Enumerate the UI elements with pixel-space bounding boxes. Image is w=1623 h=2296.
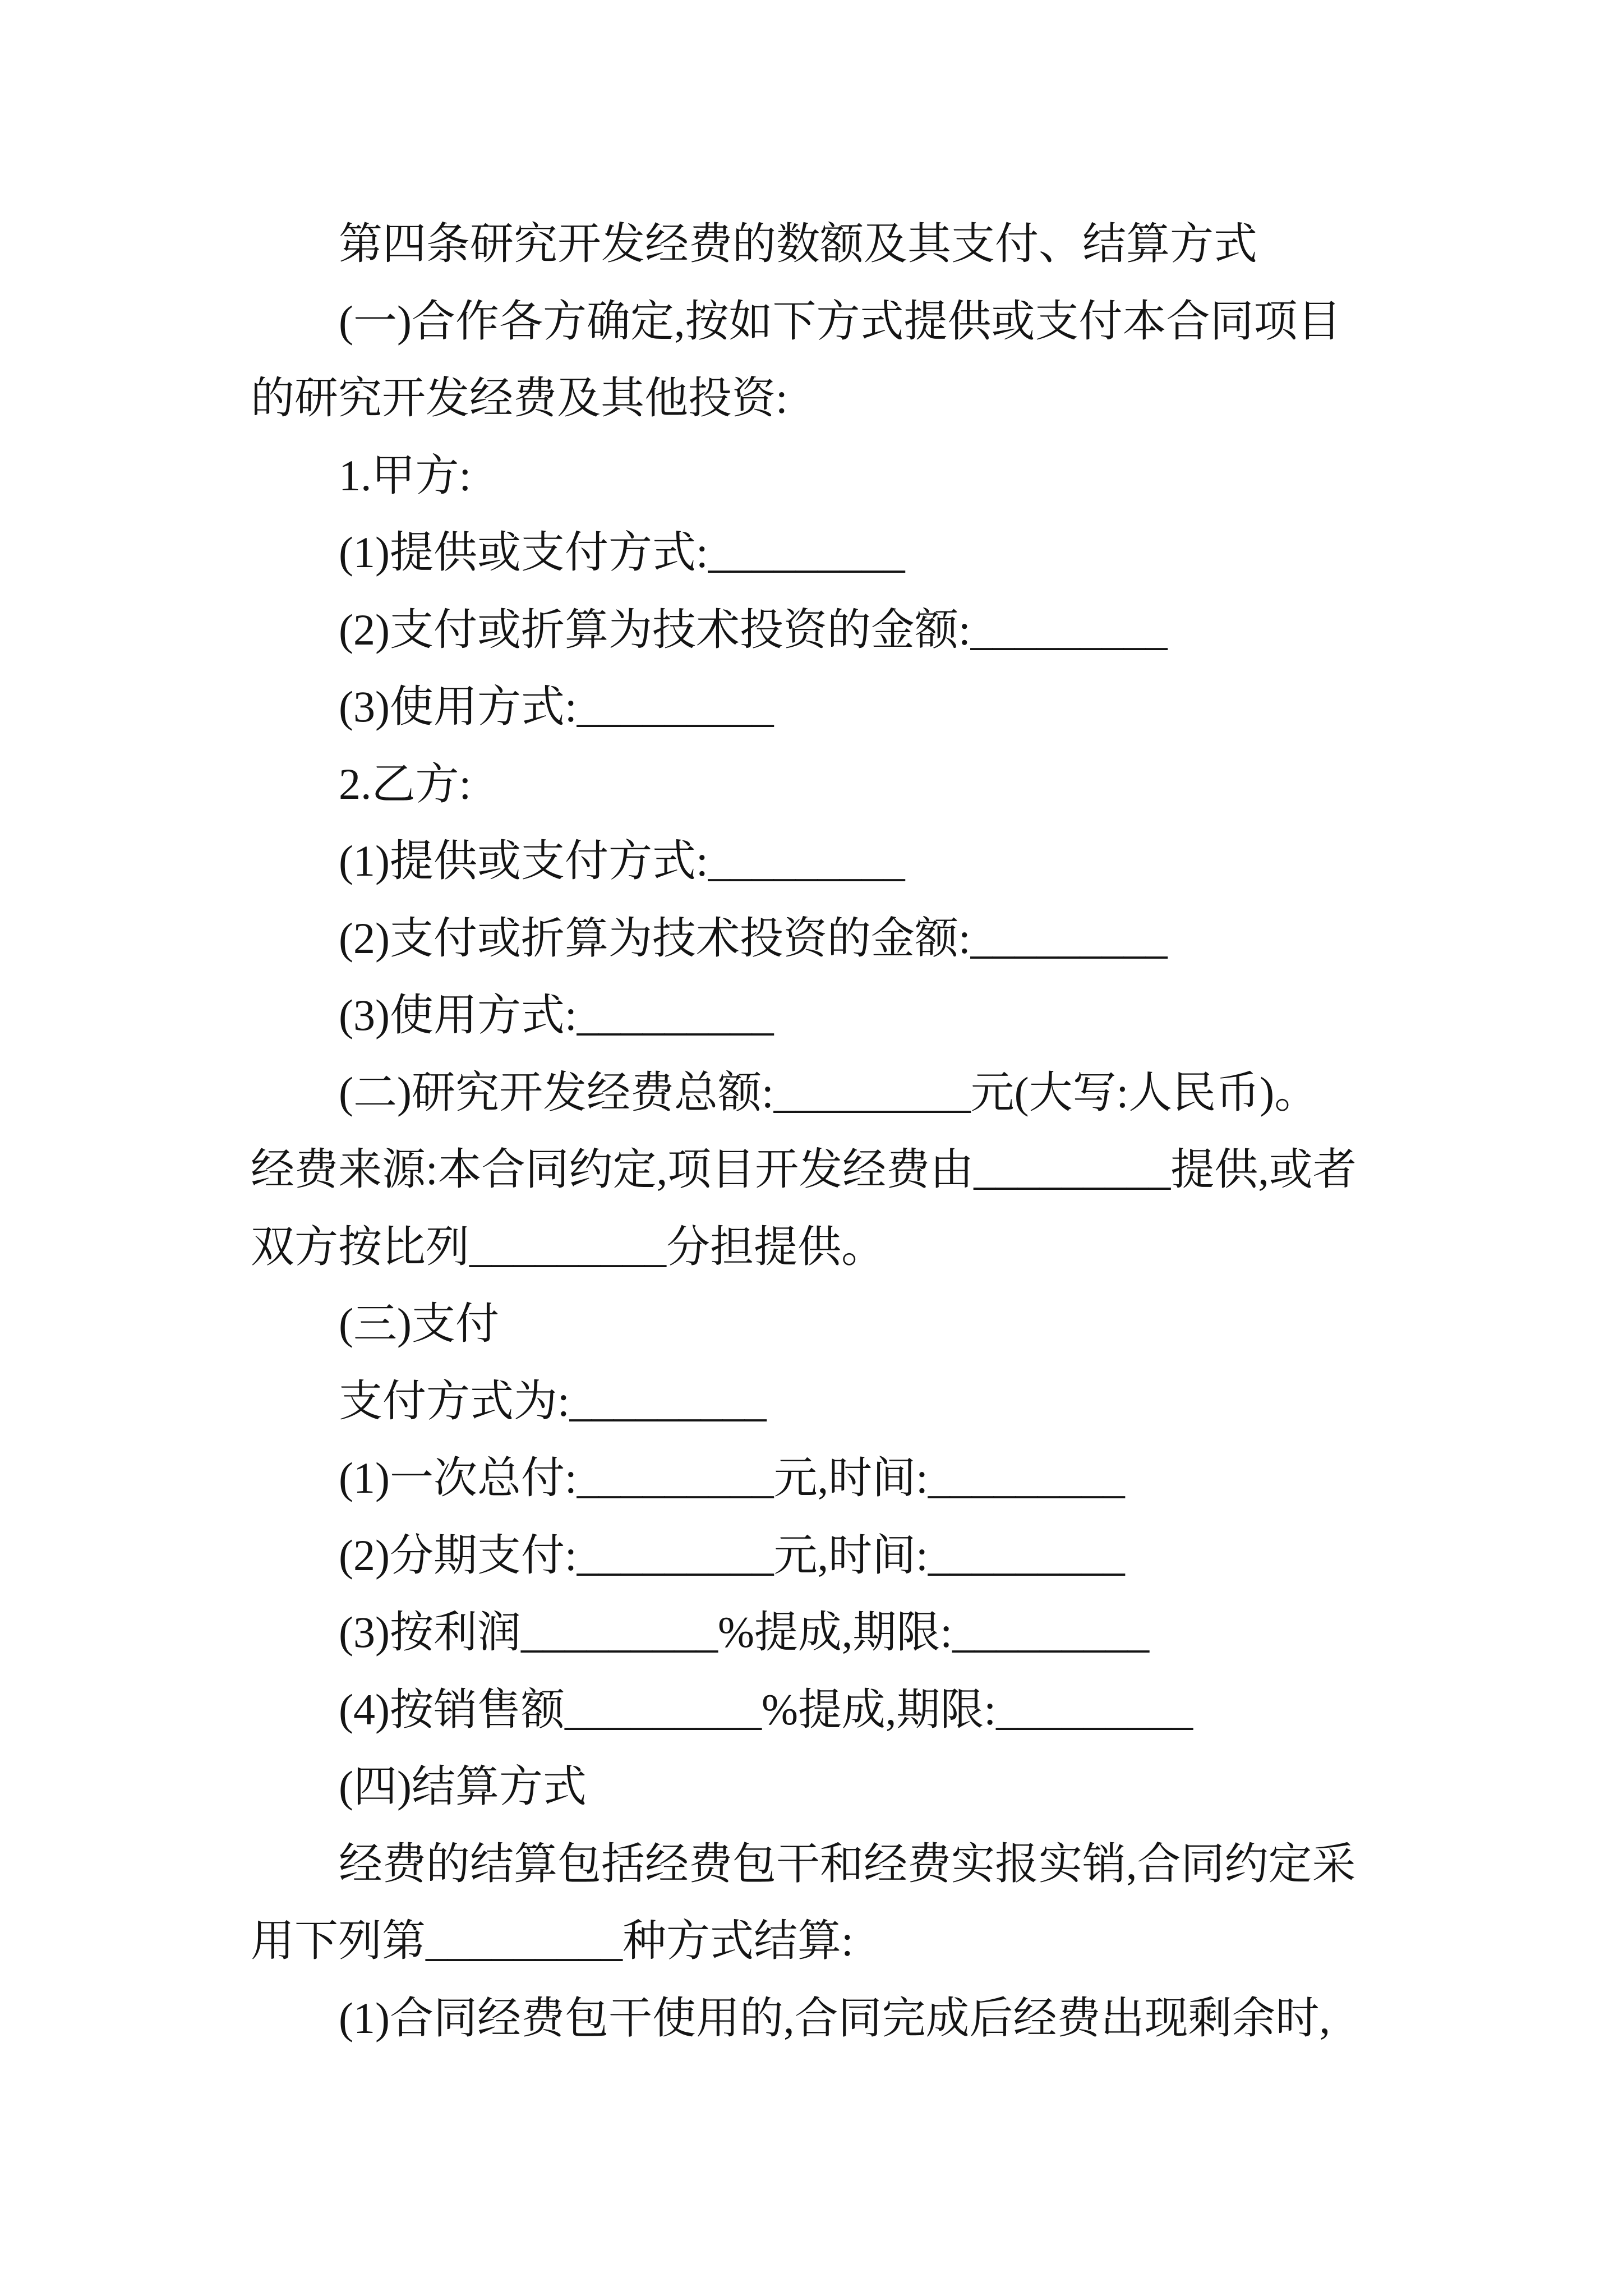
blank-field: _________: [708, 836, 905, 885]
settlement-item-lump-sum: (1)合同经费包干使用的,合同完成后经费出现剩余时,: [339, 1993, 1330, 2042]
blank-field: _________: [970, 605, 1168, 654]
field-label: (3)使用方式:: [339, 682, 577, 731]
field-label: %提成,期限:: [717, 1608, 953, 1657]
party-a-investment-amount: [251, 591, 1410, 669]
total-funding-line: [251, 1054, 1410, 1131]
field-label: 双方按比列: [251, 1222, 470, 1271]
field-suffix: 种方式结算:: [623, 1916, 854, 1965]
field-suffix: 提供,或者: [1170, 1145, 1357, 1194]
blank-field: _________: [577, 1453, 774, 1502]
blank-field: _________: [974, 1145, 1171, 1194]
blank-field: _________: [708, 528, 905, 577]
party-a-usage: [251, 668, 1410, 746]
article-heading: 第四条研究开发经费的数额及其支付、结算方式: [339, 219, 1258, 268]
blank-field: _________: [577, 991, 774, 1039]
blank-field: _________: [564, 1685, 762, 1734]
clause-one-line: (一)合作各方确定,按如下方式提供或支付本合同项目: [339, 296, 1341, 346]
blank-field: _________: [928, 1453, 1125, 1502]
field-label: 元,时间:: [773, 1530, 928, 1580]
field-label: (4)按销售额: [339, 1685, 565, 1734]
blank-field: _________: [577, 682, 774, 731]
field-label: (3)按利润: [339, 1608, 521, 1657]
blank-field: _________: [469, 1222, 667, 1271]
clause-four-heading: (四)结算方式: [339, 1762, 587, 1811]
party-b-payment-method: [251, 822, 1410, 900]
field-label: 元,时间:: [773, 1453, 928, 1502]
clause-one-paragraph: [251, 283, 1410, 437]
clause-one-line: 的研究开发经费及其他投资:: [251, 374, 788, 422]
blank-field: _________: [996, 1685, 1193, 1734]
field-label: (1)提供或支付方式:: [339, 528, 708, 577]
field-label: (2)分期支付:: [339, 1530, 577, 1580]
field-label: (2)支付或折算为技术投资的金额:: [339, 605, 971, 654]
party-b-investment-amount: [251, 900, 1410, 977]
settlement-paragraph: [251, 1825, 1410, 1980]
blank-field: _________: [569, 1376, 767, 1425]
payment-method-line: [251, 1363, 1410, 1440]
settlement-choice-line: [251, 1902, 1410, 1980]
settlement-line: 经费的结算包括经费包干和经费实报实销,合同约定采: [339, 1839, 1356, 1888]
payment-option-sales-share: [251, 1671, 1410, 1749]
party-a-label: 1.甲方:: [339, 450, 472, 500]
blank-field: _________: [426, 1916, 623, 1965]
payment-option-lump-sum: [251, 1439, 1410, 1517]
funding-ratio-line: [251, 1208, 1410, 1286]
field-label: 经费来源:本合同约定,项目开发经费由: [251, 1145, 974, 1194]
party-b-label: 2.乙方:: [339, 759, 472, 808]
clause-two-paragraph: [251, 1054, 1410, 1286]
field-label: 支付方式为:: [339, 1376, 570, 1425]
blank-field: _________: [970, 913, 1168, 963]
blank-field: _________: [952, 1608, 1150, 1657]
blank-field: _________: [520, 1608, 718, 1657]
field-label: (1)提供或支付方式:: [339, 836, 708, 885]
field-suffix: 元(大写:人民币)。: [970, 1068, 1318, 1117]
field-label: 用下列第: [251, 1916, 426, 1965]
blank-field: _________: [577, 1530, 774, 1580]
blank-field: _________: [928, 1530, 1125, 1580]
funding-source-line: [251, 1131, 1410, 1208]
payment-option-installments: [251, 1517, 1410, 1594]
field-label: (3)使用方式:: [339, 991, 577, 1039]
party-b-usage: [251, 977, 1410, 1054]
party-a-payment-method: [251, 514, 1410, 591]
payment-option-profit-share: [251, 1594, 1410, 1671]
field-label: (1)一次总付:: [339, 1453, 577, 1502]
blank-field: _________: [773, 1068, 971, 1117]
field-suffix: 分担提供。: [666, 1222, 886, 1271]
field-label: %提成,期限:: [761, 1685, 997, 1734]
field-label: (2)支付或折算为技术投资的金额:: [339, 913, 971, 963]
field-label: (二)研究开发经费总额:: [339, 1068, 774, 1117]
clause-three-heading: (三)支付: [339, 1299, 499, 1348]
